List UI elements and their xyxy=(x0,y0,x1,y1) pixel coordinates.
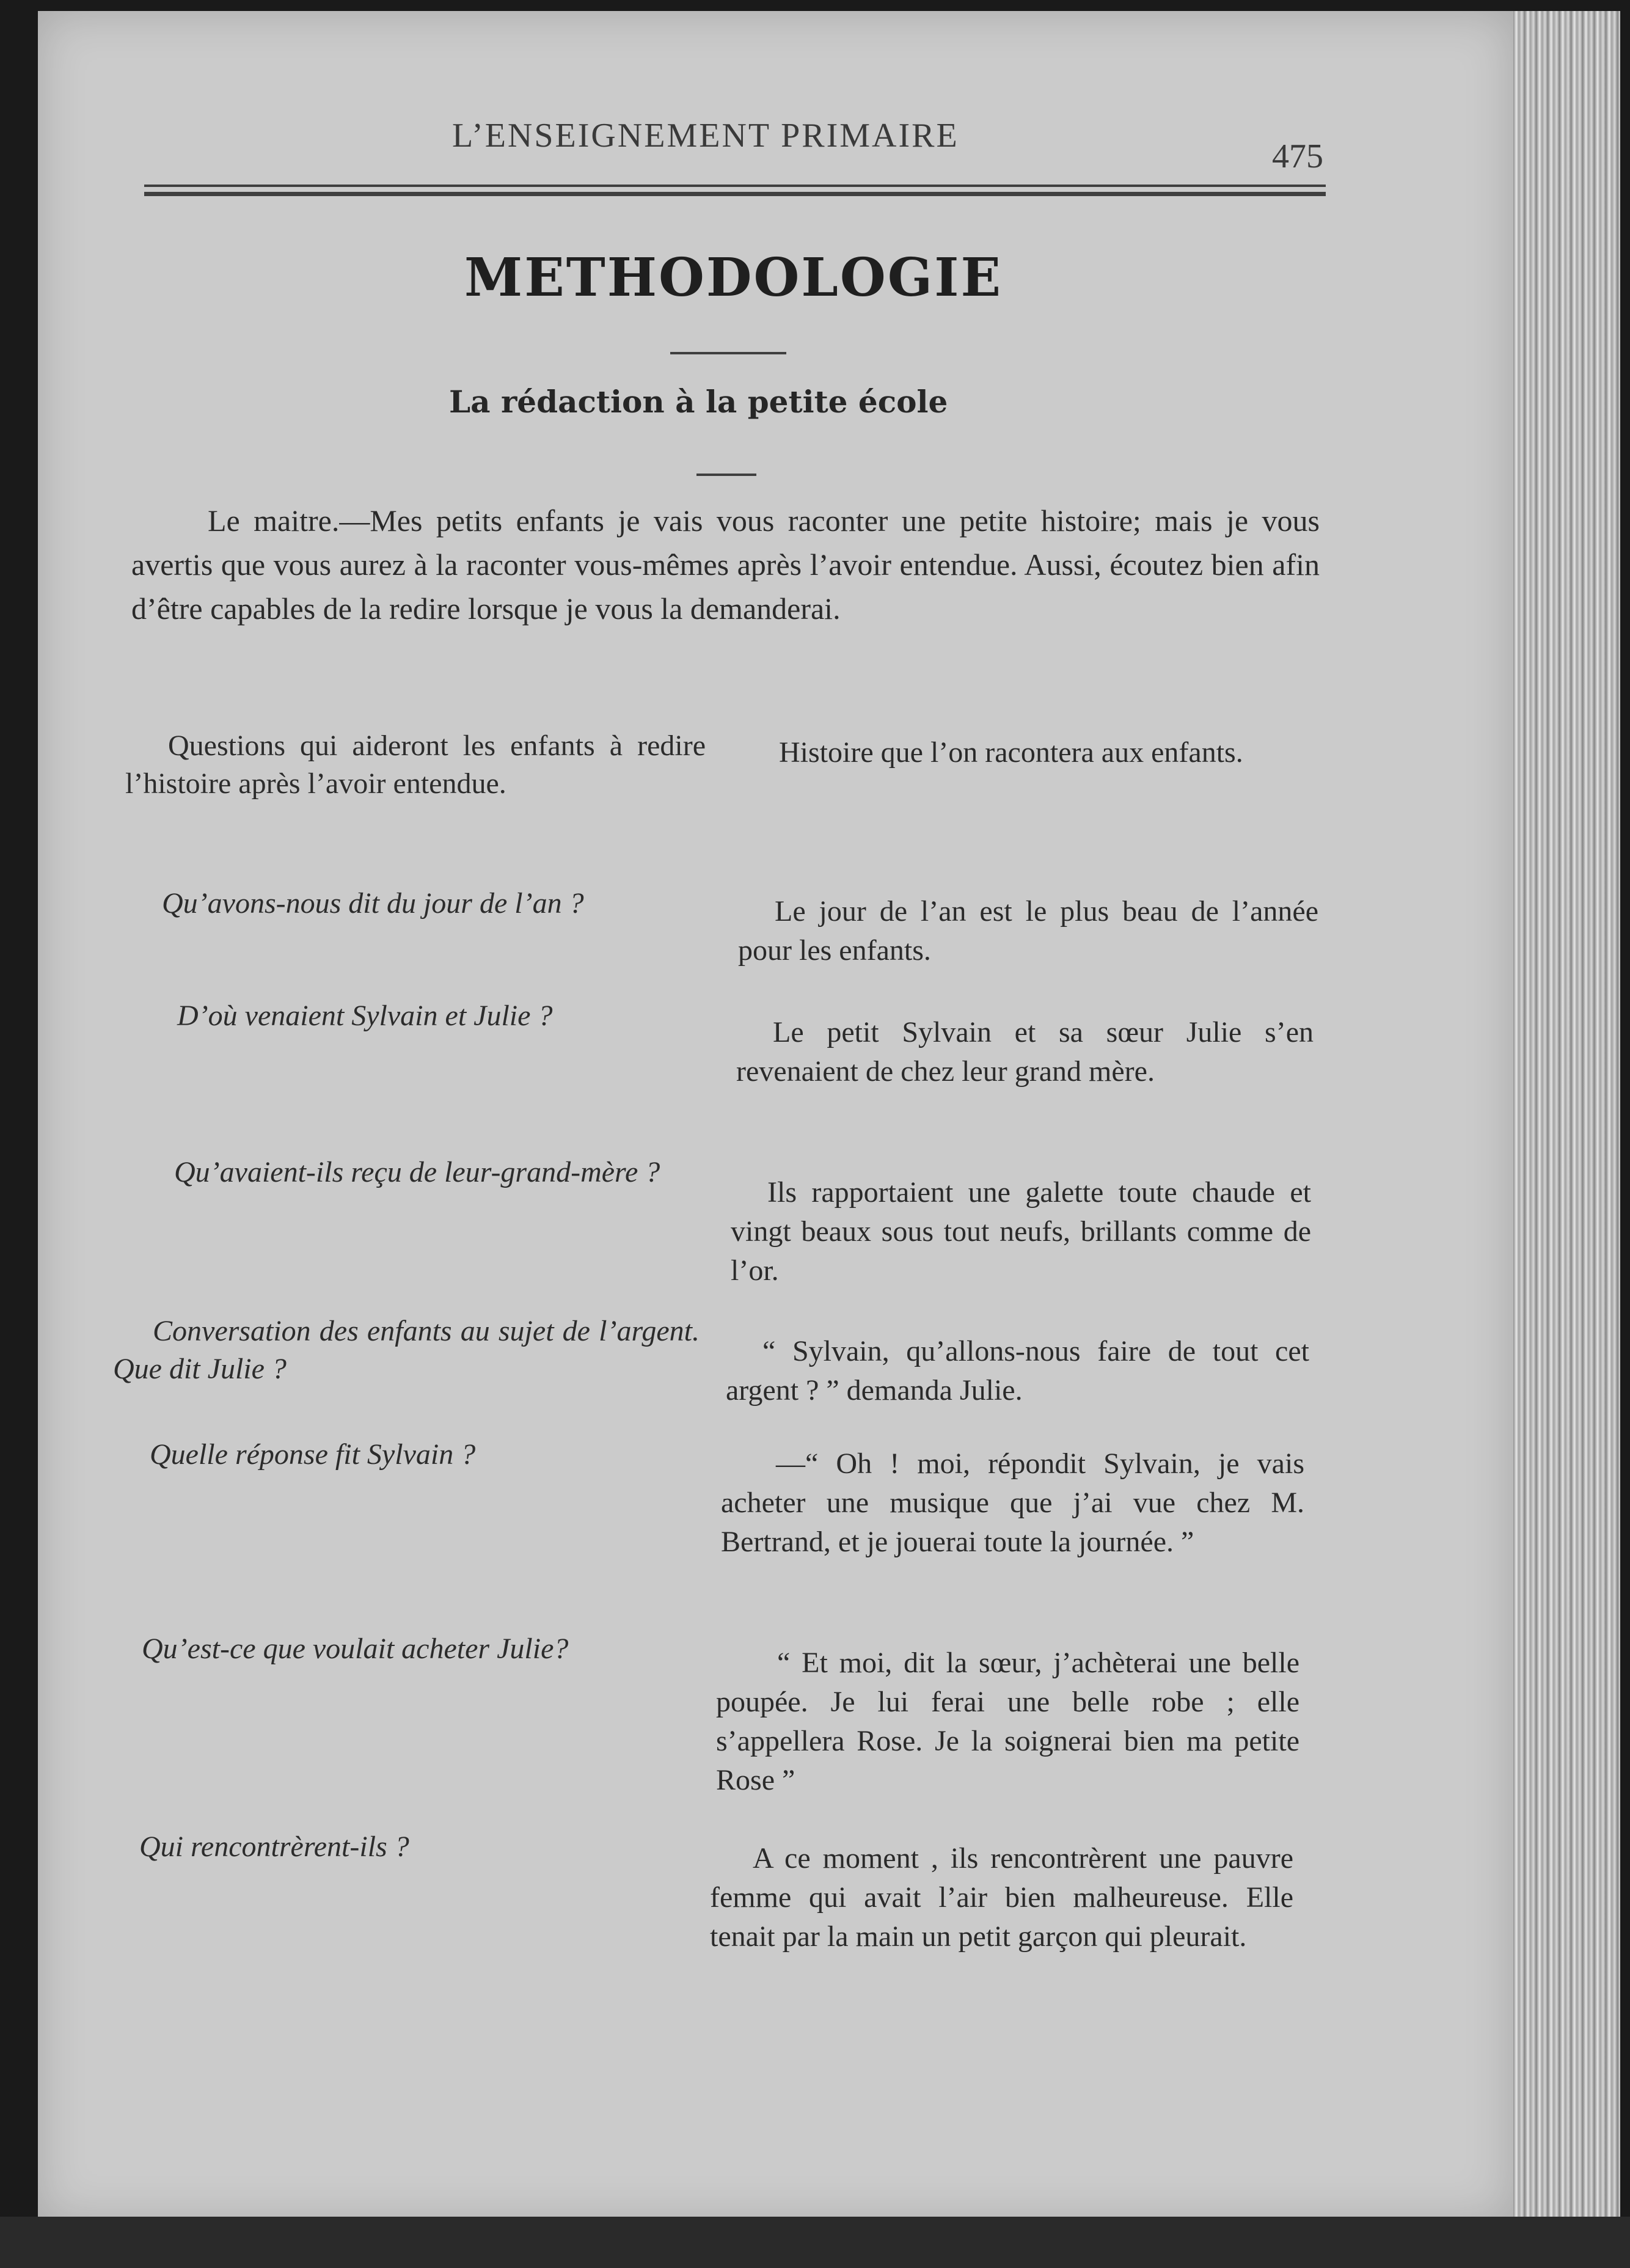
question-5: Quelle réponse fit Sylvain ? xyxy=(150,1438,476,1471)
answer-2: Le petit Sylvain et sa sœur Julie s’en revenaient de chez leur grand mère. xyxy=(736,1016,1314,1088)
question-1: Qu’avons-nous dit du jour de l’an ? xyxy=(162,887,584,920)
answer-6: “ Et moi, dit la sœur, j’achèterai une belle poupée. Je lui ferai une belle robe ; elle s’appellera Rose. Je la soignerai bien ma petite Rose ” xyxy=(716,1647,1299,1796)
page-number: 475 xyxy=(1272,137,1323,175)
answer-3: Ils rapportaient une galette toute chaude et vingt beaux sous tout neufs, brillants comme de l’or. xyxy=(731,1176,1311,1287)
running-head: L’ENSEIGNEMENT PRIMAIRE xyxy=(452,117,959,155)
header-rule-bottom xyxy=(144,192,1326,196)
answer-1: Le jour de l’an est le plus beau de l’année pour les enfants. xyxy=(738,895,1318,967)
answer-4: “ Sylvain, qu’allons-nous faire de tout cet argent ? ” demanda Julie. xyxy=(726,1335,1309,1407)
title-divider xyxy=(670,352,786,354)
question-7: Qui rencontrèrent-ils ? xyxy=(139,1831,409,1863)
book-page-edges xyxy=(1513,11,1620,2223)
intro-paragraph: Le maitre.—Mes petits enfants je vais vous raconter une petite histoire; mais je vous avertis que vous aurez à la raconter vous-mêmes après l’avoir entendue. Aussi, écoutez bien afin d’être capables de la redire lorsque je vous la demanderai. xyxy=(131,503,1320,626)
question-3: Qu’avaient-ils reçu de leur-grand-mère ? xyxy=(174,1156,660,1188)
article-subtitle: La rédaction à la petite école xyxy=(449,384,948,420)
question-4: Conversation des enfants au sujet de l’argent. Que dit Julie ? xyxy=(113,1315,700,1385)
story-column-header: Histoire que l’on racontera aux enfants. xyxy=(779,736,1243,769)
subtitle-divider xyxy=(696,474,756,476)
question-2: D’où venaient Sylvain et Julie ? xyxy=(177,1000,553,1032)
header-rule-top xyxy=(144,185,1326,187)
questions-column-header: Questions qui aideront les enfants à redire l’histoire après l’avoir entendue. xyxy=(125,730,706,800)
answer-5: —“ Oh ! moi, répondit Sylvain, je vais acheter une musique que j’ai vue chez M. Bertrand, et je jouerai toute la journée. ” xyxy=(721,1447,1304,1558)
article-title: METHODOLOGIE xyxy=(464,247,1003,309)
question-6: Qu’est-ce que voulait acheter Julie? xyxy=(142,1633,569,1665)
answer-7: A ce moment , ils rencontrèrent une pauvre femme qui avait l’air bien malheureuse. Elle tenait par la main un petit garçon qui pleurait. xyxy=(710,1842,1293,1953)
scan-background xyxy=(0,2217,1630,2268)
